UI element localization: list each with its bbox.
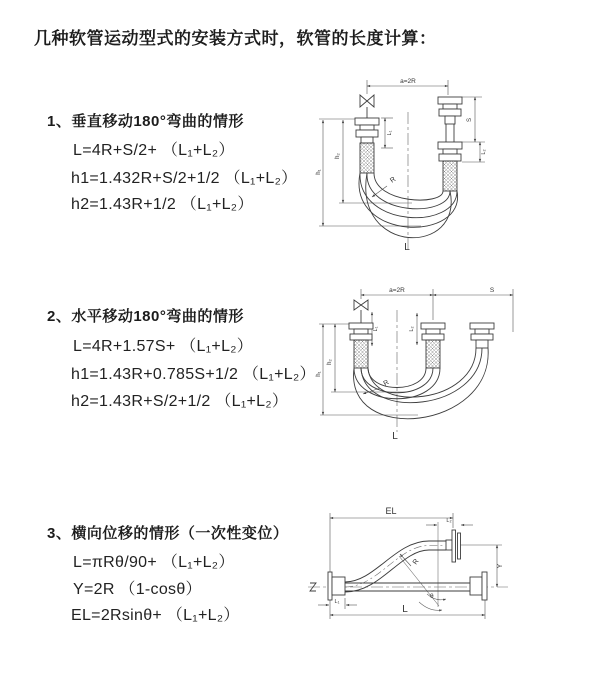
valve-icon xyxy=(360,95,374,118)
section-1-heading: 1、垂直移动180°弯曲的情形 xyxy=(47,113,244,130)
section-2-heading: 2、水平移动180°弯曲的情形 xyxy=(47,308,244,325)
middle-fitting xyxy=(421,323,445,368)
dim-label-l2: L₂ xyxy=(481,149,487,155)
diagram-vertical-180-bend xyxy=(315,70,590,260)
u-hose-curves xyxy=(354,348,489,419)
dim-label-r: R xyxy=(389,176,398,185)
dim-label-r: R xyxy=(382,379,391,388)
dim-label-l2: L₂ xyxy=(446,518,452,524)
diagram3-drawing xyxy=(308,530,508,600)
left-flange xyxy=(328,572,345,600)
section-2-formula-h1: h1=1.43R+0.785S+1/2 （L₁+L₂） xyxy=(71,366,316,383)
section-3-formula-Y: Y=2R （1-cosθ） xyxy=(73,581,202,598)
page-title: 几种软管运动型式的安装方式时，软管的长度计算： xyxy=(34,29,437,48)
dim-label-r: R xyxy=(411,557,421,567)
section-1-formula-h1: h1=1.432R+S/2+1/2 （L₁+L₂） xyxy=(71,170,298,187)
section-1-formula-L: L=4R+S/2+ （L₁+L₂） xyxy=(73,142,235,159)
braid-section xyxy=(443,161,457,191)
diagram-horizontal-180-bend xyxy=(310,282,590,447)
diagram-lateral-displacement xyxy=(303,500,597,655)
section-3-formula-EL: EL=2Rsinθ+ （L₁+L₂） xyxy=(71,607,240,624)
dim-label-l2: L₂ xyxy=(409,326,415,332)
diagram3-dimensions xyxy=(318,506,504,619)
dim-label-l-total: L xyxy=(402,604,408,615)
dim-label-theta: θ xyxy=(430,593,434,600)
s-curve-hose xyxy=(345,541,446,592)
dim-label-s: S xyxy=(489,287,495,294)
dim-label-l1: L₁ xyxy=(387,130,393,136)
dim-label-l-total: L xyxy=(392,431,398,442)
right-fitting-upper xyxy=(438,97,462,142)
dim-label-h2: h₂ xyxy=(327,359,333,365)
section-3-heading: 3、横向位移的情形（一次性变位） xyxy=(47,525,289,542)
dim-label-y: Y xyxy=(497,563,504,569)
valve-icon xyxy=(354,300,368,323)
section-2-formula-L: L=4R+1.57S+ （L₁+L₂） xyxy=(73,338,254,355)
dim-label-s: S xyxy=(467,117,473,123)
dim-label-a2r: a=2R xyxy=(400,78,416,85)
left-fitting xyxy=(355,118,379,173)
dim-label-l1: L₁ xyxy=(334,599,340,605)
upper-flange xyxy=(446,530,461,562)
diagram2-drawing xyxy=(349,300,494,432)
braid-section xyxy=(360,143,374,173)
dim-label-a2r: a=2R xyxy=(389,287,405,294)
dim-label-l1: L₁ xyxy=(373,326,379,332)
dim-label-h1: h₁ xyxy=(316,371,322,377)
section-1-formula-h2: h2=1.43R+1/2 （L₁+L₂） xyxy=(71,196,254,213)
braid-section xyxy=(426,340,440,368)
section-2-formula-h2: h2=1.43R+S/2+1/2 （L₁+L₂） xyxy=(71,393,289,410)
right-flange xyxy=(470,572,487,600)
section-3-formula-L: L=πRθ/90+ （L₁+L₂） xyxy=(73,554,235,571)
dim-label-l-total: L xyxy=(404,242,410,253)
right-fitting-lower xyxy=(438,142,462,191)
dim-label-el: EL xyxy=(385,506,397,516)
dim-label-h1: h₁ xyxy=(316,169,322,175)
diagram1-drawing xyxy=(355,95,462,252)
right-fitting xyxy=(470,323,494,348)
dim-label-h2: h₂ xyxy=(335,153,341,159)
left-fitting xyxy=(349,323,373,368)
braid-section xyxy=(354,340,368,368)
diagram3-construction xyxy=(399,522,446,610)
